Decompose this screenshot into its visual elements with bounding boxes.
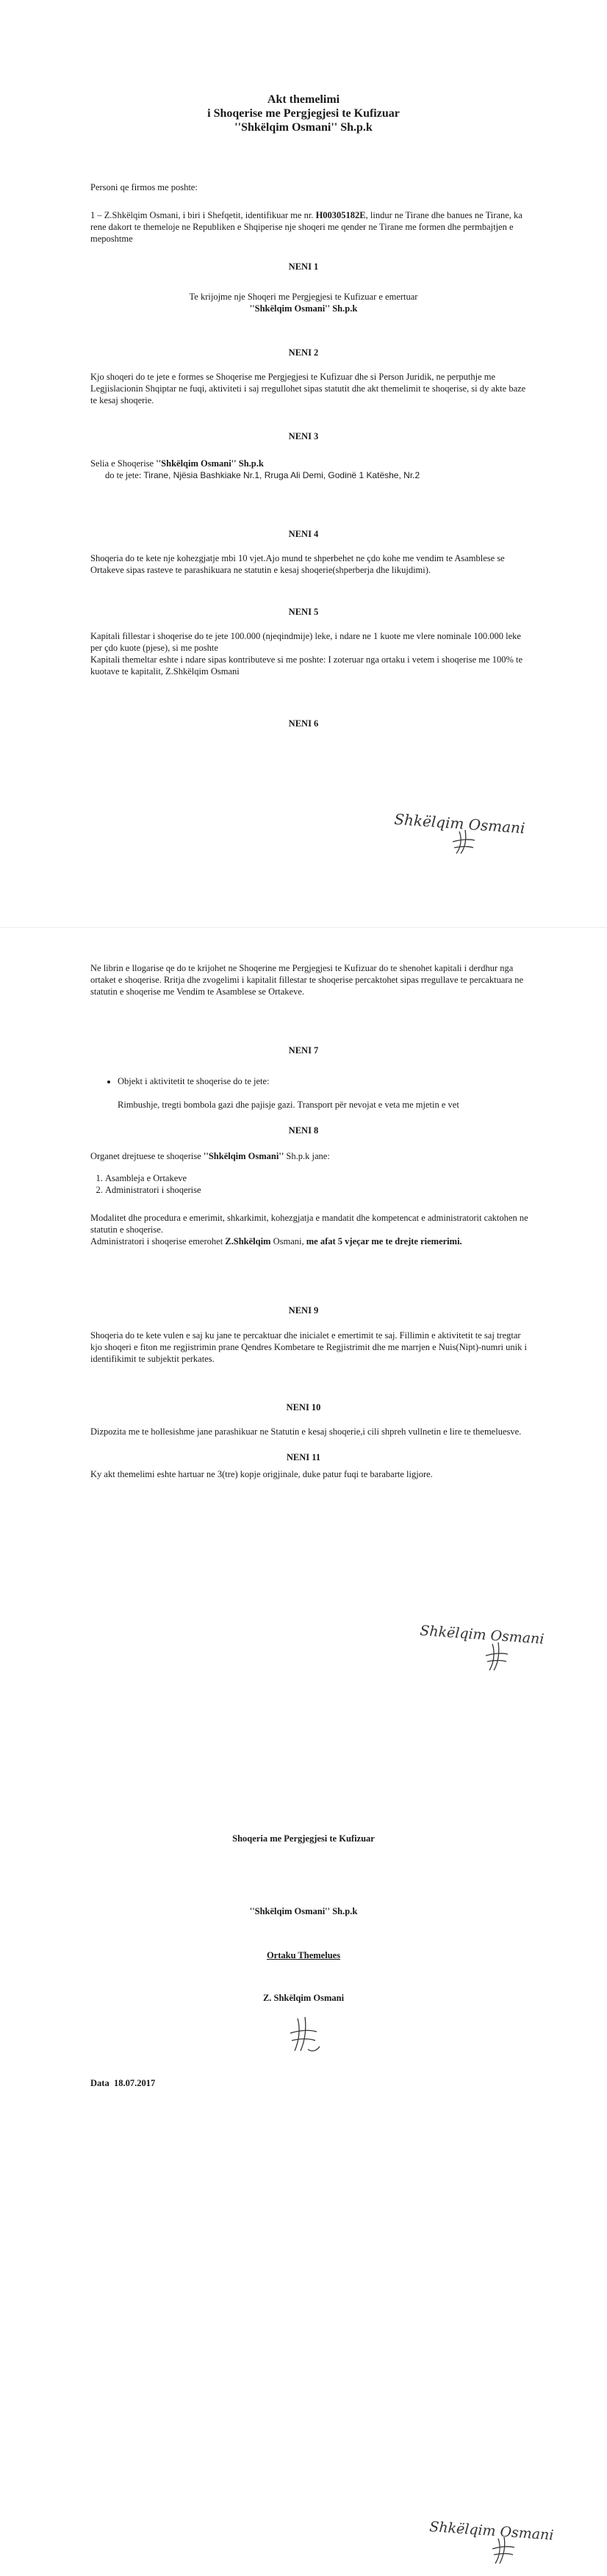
neni-4-heading: NENI 4 — [288, 529, 319, 539]
initials-signature — [283, 2013, 327, 2057]
neni-3-heading: NENI 3 — [288, 431, 319, 441]
neni-7-text: Rimbushje, tregti bombola gazi dhe pajisje gazi. Transport për nevojat e veta me mjetin e vet — [118, 1100, 459, 1110]
neni-1-line-2: ''Shkëlqim Osmani'' Sh.p.k — [249, 303, 358, 314]
neni-1-line-1: Te krijojme nje Shoqeri me Pergjegjesi te Kufizuar e emertuar — [189, 292, 418, 302]
neni-2-text: Kjo shoqeri do te jete e formes se Shoqerise me Pergjegjesi te Kufizuar dhe si Person Juridik, ne perputhje me Legjislacionin Shqiptar ne fuqi, aktiviteti i saj rregullohet sipas statutit dhe akt themelimit te shoqerise, si dy akte baze te kesaj shoqerie. — [90, 372, 526, 405]
handwritten-signature — [389, 801, 588, 859]
title-line-3: ''Shkëlqim Osmani'' Sh.p.k — [234, 121, 373, 134]
neni-5-text-1: Kapitali fillestar i shoqerise do te jete 100.000 (njeqindmije) leke, i ndare ne 1 kuote me vlere nominale 100.000 leke per çdo kuote (pjese), si me poshte — [90, 631, 521, 653]
closing-founder: Z. Shkëlqim Osmani — [262, 1993, 345, 2003]
neni-3-seat: Selia e Shoqerise ''Shkëlqim Osmani'' Sh.p.k — [90, 458, 264, 469]
signature-text: Shkëlqim Osmani — [419, 1623, 545, 1648]
closing-date-value: 18.07.2017 — [113, 2078, 156, 2088]
neni-8-item: 1. Asambleja e Ortakeve — [105, 1172, 546, 1184]
neni-7-heading: NENI 7 — [288, 1045, 319, 1056]
neni-4-text: Shoqeria do te kete nje kohezgjatje mbi 10 vjet.Ajo mund te shperbehet ne çdo kohe me vendim te Asamblese se Ortakeve sipas rasteve te parashikuara ne statutin e kesaj shoqerie(shperberja dhe likujdimi). — [90, 553, 505, 575]
neni-11-text: Ky akt themelimi eshte hartuar ne 3(tre) kopje origjinale, duke patur fuqi te barabarte ligjore. — [90, 1469, 433, 1479]
closing-company-type: Shoqeria me Pergjegjesi te Kufizuar — [232, 1833, 375, 1844]
neni-10-text: Dizpozita me te hollesishme jane parashikuar ne Statutin e kesaj shoqerie,i cili shpreh vullnetin e lire te themeluesve. — [90, 1426, 522, 1437]
page-separator — [0, 927, 607, 928]
neni-5-text-2: Kapitali themeltar eshte i ndare sipas kontributeve si me poshte: I zoteruar nga ortaku i vetem i shoqerise me 100% te kuotave te kapitalit, Z.Shkëlqim Osmani — [90, 654, 523, 677]
neni-3-address: Tirane, Njësia Bashkiake Nr.1, Rruga Ali Demi, Godinë 1 Katëshe, Nr.2 — [143, 470, 420, 480]
neni-9-heading: NENI 9 — [288, 1305, 319, 1316]
neni-2-heading: NENI 2 — [288, 347, 319, 358]
closing-company-name: ''Shkëlqim Osmani'' Sh.p.k — [249, 1906, 358, 1916]
neni-7-bullet-list — [103, 1075, 558, 1087]
neni-10-heading: NENI 10 — [286, 1402, 321, 1413]
neni-7-bullet: • Objekt i aktivitetit te shoqerise do te jete: — [118, 1075, 558, 1087]
intro-paragraph: 1 – Z.Shkëlqim Osmani, i biri i Shefqetit, identifikuar me nr. H00305182E, lindur ne Tirane dhe banues ne Tirane, ka rene dakort te themeloje ne Republiken e Shqiperise nje shoqeri me qender ne Tirane me formen dhe permbajtjen e meposhtme — [90, 210, 522, 244]
intro-label: Personi qe firmos me poshte: — [90, 182, 198, 192]
signature-text: Shkëlqim Osmani — [393, 810, 526, 837]
signature-text: Shkëlqim Osmani — [428, 2519, 555, 2544]
neni-1-heading: NENI 1 — [288, 261, 319, 272]
neni-6-heading: NENI 6 — [288, 718, 319, 729]
handwritten-signature — [426, 2512, 603, 2571]
neni-8-text-1: Modalitet dhe procedura e emerimit, shkarkimit, kohezgjatja e mandatit dhe kompetencat e administratorit caktohen ne statutin e shoqerise. — [90, 1213, 528, 1235]
neni-8-heading: NENI 8 — [288, 1125, 319, 1136]
closing-role: Ortaku Themelues — [266, 1950, 341, 1960]
handwritten-signature — [415, 1616, 592, 1682]
neni-11-heading: NENI 11 — [286, 1452, 321, 1462]
neni-3-address-line: do te jete: Tirane, Njësia Bashkiake Nr.1, Rruga Ali Demi, Godinë 1 Katëshe, Nr.2 — [105, 470, 420, 480]
neni-9-text: Shoqeria do te kete vulen e saj ku jane te percaktuar dhe inicialet e emertimit te saj. Fillimin e aktivitetit te saj tregtar kjo shoqeri e fiton me regjistrimin prane Qendres Kombetare te Regjistrimit dhe me marrjen e Nuis(Nipt)-numri unik i identifikimit te subjektit perkates. — [90, 1330, 527, 1364]
title-line-2: i Shoqerise me Pergjegjesi te Kufizuar — [207, 107, 400, 120]
neni-8-text-2: Administratori i shoqerise emerohet Z.Shkëlqim Osmani, me afat 5 vjeçar me te drejte riemerimi. — [90, 1236, 462, 1246]
id-number: H00305182E — [315, 210, 366, 220]
neni-8-intro: Organet drejtuese te shoqerise ''Shkëlqim Osmani'' Sh.p.k jane: — [90, 1151, 330, 1161]
closing-date: Data 18.07.2017 — [90, 2078, 156, 2088]
neni-6-text: Ne librin e llogarise qe do te krijohet ne Shoqerine me Pergjegjesi te Kufizuar do te shenohet kapitali i derdhur nga ortaket e shoqerise. Rritja dhe zvogelimi i kapitalit fillestar te shoqerise percaktohet sipas rregullave te percaktuara ne statutin e shoqerise me Vendim te Asamblese se Ortakeve. — [90, 963, 524, 997]
neni-8-list — [90, 1172, 546, 1196]
neni-8-item: 2. Administratori i shoqerise — [105, 1184, 546, 1196]
title-line-1: Akt themelimi — [267, 93, 340, 106]
neni-5-heading: NENI 5 — [288, 607, 319, 617]
